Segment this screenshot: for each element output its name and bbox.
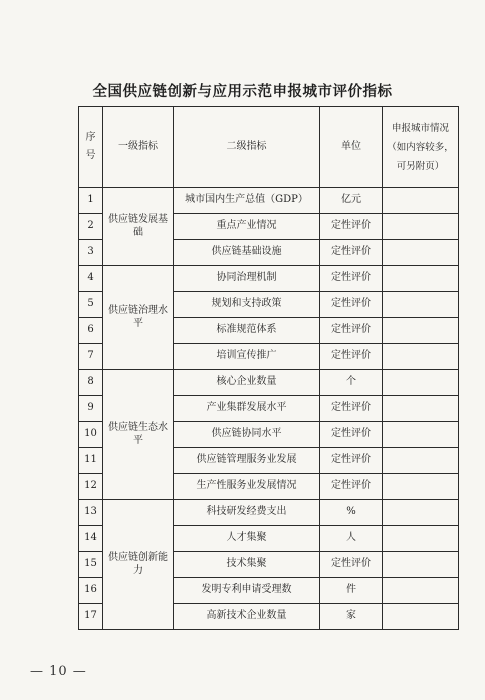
row-number: 6 bbox=[79, 318, 103, 344]
city-note-cell[interactable] bbox=[383, 474, 459, 500]
city-note-cell[interactable] bbox=[383, 266, 459, 292]
city-note-cell[interactable] bbox=[383, 604, 459, 630]
unit-cell: 定性评价 bbox=[320, 240, 383, 266]
city-note-cell[interactable] bbox=[383, 500, 459, 526]
row-number: 12 bbox=[79, 474, 103, 500]
unit-cell: 定性评价 bbox=[320, 318, 383, 344]
city-note-cell[interactable] bbox=[383, 526, 459, 552]
level2-indicator: 标准规范体系 bbox=[174, 318, 320, 344]
level2-indicator: 培训宣传推广 bbox=[174, 344, 320, 370]
level2-indicator: 科技研发经费支出 bbox=[174, 500, 320, 526]
unit-cell: 件 bbox=[320, 578, 383, 604]
unit-cell: 定性评价 bbox=[320, 214, 383, 240]
table-header-row bbox=[79, 107, 459, 188]
indicator-table bbox=[78, 106, 459, 630]
city-note-cell[interactable] bbox=[383, 240, 459, 266]
row-number: 9 bbox=[79, 396, 103, 422]
table-row bbox=[79, 500, 459, 526]
level2-indicator: 供应链协同水平 bbox=[174, 422, 320, 448]
table-body bbox=[79, 188, 459, 630]
row-number: 11 bbox=[79, 448, 103, 474]
row-number: 7 bbox=[79, 344, 103, 370]
header-level1: 一级指标 bbox=[103, 107, 174, 188]
row-number: 1 bbox=[79, 188, 103, 214]
row-number: 2 bbox=[79, 214, 103, 240]
level2-indicator: 协同治理机制 bbox=[174, 266, 320, 292]
unit-cell: 定性评价 bbox=[320, 344, 383, 370]
level1-indicator: 供应链治理水平 bbox=[103, 266, 174, 370]
city-note-cell[interactable] bbox=[383, 396, 459, 422]
city-note-cell[interactable] bbox=[383, 214, 459, 240]
row-number: 3 bbox=[79, 240, 103, 266]
level2-indicator: 规划和支持政策 bbox=[174, 292, 320, 318]
table-row bbox=[79, 266, 459, 292]
unit-cell: 个 bbox=[320, 370, 383, 396]
unit-cell: 定性评价 bbox=[320, 422, 383, 448]
level2-indicator: 人才集聚 bbox=[174, 526, 320, 552]
table-row bbox=[79, 188, 459, 214]
unit-cell: 定性评价 bbox=[320, 396, 383, 422]
level2-indicator: 供应链管理服务业发展 bbox=[174, 448, 320, 474]
unit-cell: 定性评价 bbox=[320, 292, 383, 318]
level1-indicator: 供应链创新能力 bbox=[103, 500, 174, 630]
unit-cell: 家 bbox=[320, 604, 383, 630]
document-title: 全国供应链创新与应用示范申报城市评价指标 bbox=[92, 83, 393, 100]
unit-cell: % bbox=[320, 500, 383, 526]
city-note-cell[interactable] bbox=[383, 292, 459, 318]
table-row bbox=[79, 370, 459, 396]
city-note-cell[interactable] bbox=[383, 318, 459, 344]
city-note-cell[interactable] bbox=[383, 188, 459, 214]
city-note-cell[interactable] bbox=[383, 422, 459, 448]
row-number: 4 bbox=[79, 266, 103, 292]
header-unit: 单位 bbox=[320, 107, 383, 188]
level1-indicator: 供应链发展基础 bbox=[103, 188, 174, 266]
row-number: 8 bbox=[79, 370, 103, 396]
unit-cell: 亿元 bbox=[320, 188, 383, 214]
level2-indicator: 产业集群发展水平 bbox=[174, 396, 320, 422]
level2-indicator: 城市国内生产总值（GDP） bbox=[174, 188, 320, 214]
row-number: 16 bbox=[79, 578, 103, 604]
level2-indicator: 发明专利申请受理数 bbox=[174, 578, 320, 604]
level2-indicator: 核心企业数量 bbox=[174, 370, 320, 396]
city-note-cell[interactable] bbox=[383, 552, 459, 578]
level2-indicator: 供应链基础设施 bbox=[174, 240, 320, 266]
level2-indicator: 高新技术企业数量 bbox=[174, 604, 320, 630]
row-number: 15 bbox=[79, 552, 103, 578]
city-note-cell[interactable] bbox=[383, 344, 459, 370]
header-level2: 二级指标 bbox=[174, 107, 320, 188]
city-note-cell[interactable] bbox=[383, 370, 459, 396]
level1-indicator: 供应链生态水平 bbox=[103, 370, 174, 500]
page-number: — 10 — bbox=[30, 664, 87, 679]
unit-cell: 定性评价 bbox=[320, 474, 383, 500]
row-number: 10 bbox=[79, 422, 103, 448]
row-number: 13 bbox=[79, 500, 103, 526]
header-no: 序号 bbox=[79, 107, 103, 188]
row-number: 5 bbox=[79, 292, 103, 318]
row-number: 14 bbox=[79, 526, 103, 552]
unit-cell: 定性评价 bbox=[320, 552, 383, 578]
level2-indicator: 生产性服务业发展情况 bbox=[174, 474, 320, 500]
level2-indicator: 重点产业情况 bbox=[174, 214, 320, 240]
level2-indicator: 技术集聚 bbox=[174, 552, 320, 578]
unit-cell: 定性评价 bbox=[320, 448, 383, 474]
row-number: 17 bbox=[79, 604, 103, 630]
header-city-note: 申报城市情况（如内容较多，可另附页） bbox=[383, 107, 459, 188]
unit-cell: 人 bbox=[320, 526, 383, 552]
city-note-cell[interactable] bbox=[383, 448, 459, 474]
city-note-cell[interactable] bbox=[383, 578, 459, 604]
unit-cell: 定性评价 bbox=[320, 266, 383, 292]
